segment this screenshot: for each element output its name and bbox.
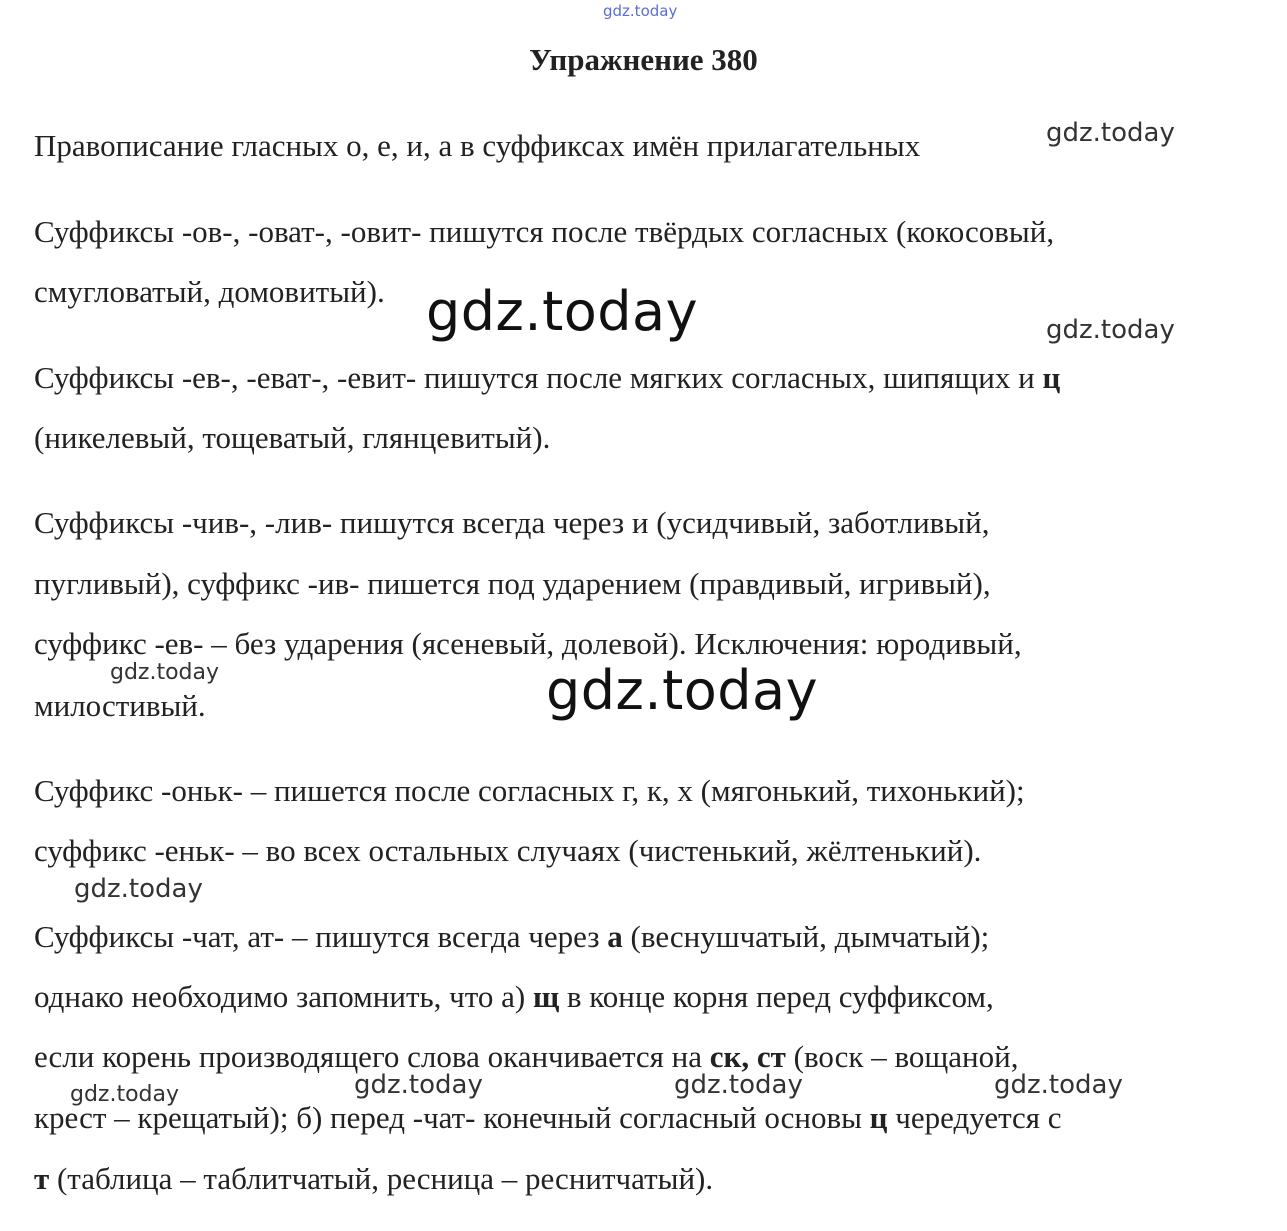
watermark: gdz.today xyxy=(674,1070,803,1100)
text-span: (веснушчатый, дымчатый); xyxy=(630,919,990,954)
watermark: gdz.today xyxy=(994,1070,1123,1100)
watermark: gdz.today xyxy=(354,1070,483,1100)
text-line-2: смугловатый, домовитый). xyxy=(34,274,385,309)
text-line-7: суффикс -ев- – без ударения (ясеневый, долевой). Исключения: юродивый, xyxy=(34,626,1022,661)
bold-letter: ц xyxy=(1042,360,1061,395)
text-span: (таблица – таблитчатый, ресница – реснитчатый). xyxy=(56,1161,714,1196)
text-line-9: Суффикс -оньк- – пишется после согласных г, к, х (мягонький, тихонький); xyxy=(34,773,1025,808)
text-line-15 xyxy=(34,1159,713,1199)
text-line-3 xyxy=(34,358,1060,398)
text-span: если корень производящего слова оканчивается на xyxy=(34,1039,703,1074)
watermark-large: gdz.today xyxy=(546,659,819,722)
text-line-6: пугливый), суффикс -ив- пишется под ударением (правдивый, игривый), xyxy=(34,566,991,601)
watermark: gdz.today xyxy=(1046,315,1175,345)
watermark: gdz.today xyxy=(70,1082,180,1107)
text-span: в конце корня перед суффиксом, xyxy=(566,979,994,1014)
text-line-4: (никелевый, тощеватый, глянцевитый). xyxy=(34,420,551,455)
text-span: чередуется с xyxy=(895,1100,1062,1135)
text-span: (воск – вощаной, xyxy=(793,1039,1019,1074)
text-line-14 xyxy=(34,1098,1062,1138)
watermark: gdz.today xyxy=(110,660,220,685)
text-line-5: Суффиксы -чив-, -лив- пишутся всегда через и (усидчивый, заботливый, xyxy=(34,505,990,540)
watermark: gdz.today xyxy=(74,874,203,904)
text-line-11 xyxy=(34,917,989,957)
text-span: Суффиксы -ев-, -еват-, -евит- пишутся после мягких согласных, шипящих и xyxy=(34,360,1035,395)
bold-letter: щ xyxy=(532,979,560,1014)
text-span: Суффиксы -чат, ат- – пишутся всегда через xyxy=(34,919,600,954)
page-title: Упражнение 380 xyxy=(529,42,758,77)
heading-line: Правописание гласных о, е, и, а в суффиксах имён прилагательных xyxy=(34,128,921,163)
watermark-large: gdz.today xyxy=(426,280,699,343)
text-span: однако необходимо запомнить, что а) xyxy=(34,979,526,1014)
text-line-10: суффикс -еньк- – во всех остальных случаях (чистенький, жёлтенький). xyxy=(34,833,982,868)
bold-letter: ц xyxy=(869,1100,888,1135)
text-line-12 xyxy=(34,977,994,1017)
text-line-8: милостивый. xyxy=(34,688,206,723)
text-line-13 xyxy=(34,1037,1018,1077)
watermark-top: gdz.today xyxy=(603,2,678,20)
bold-letters: ск, ст xyxy=(709,1039,786,1074)
text-line-1: Суффиксы -ов-, -оват-, -овит- пишутся после твёрдых согласных (кокосовый, xyxy=(34,214,1055,249)
bold-letter: а xyxy=(607,919,623,954)
bold-letter: т xyxy=(34,1161,50,1196)
watermark: gdz.today xyxy=(1046,118,1175,148)
text-span: крест – крещатый); б) перед -чат- конечный согласный основы xyxy=(34,1100,862,1135)
